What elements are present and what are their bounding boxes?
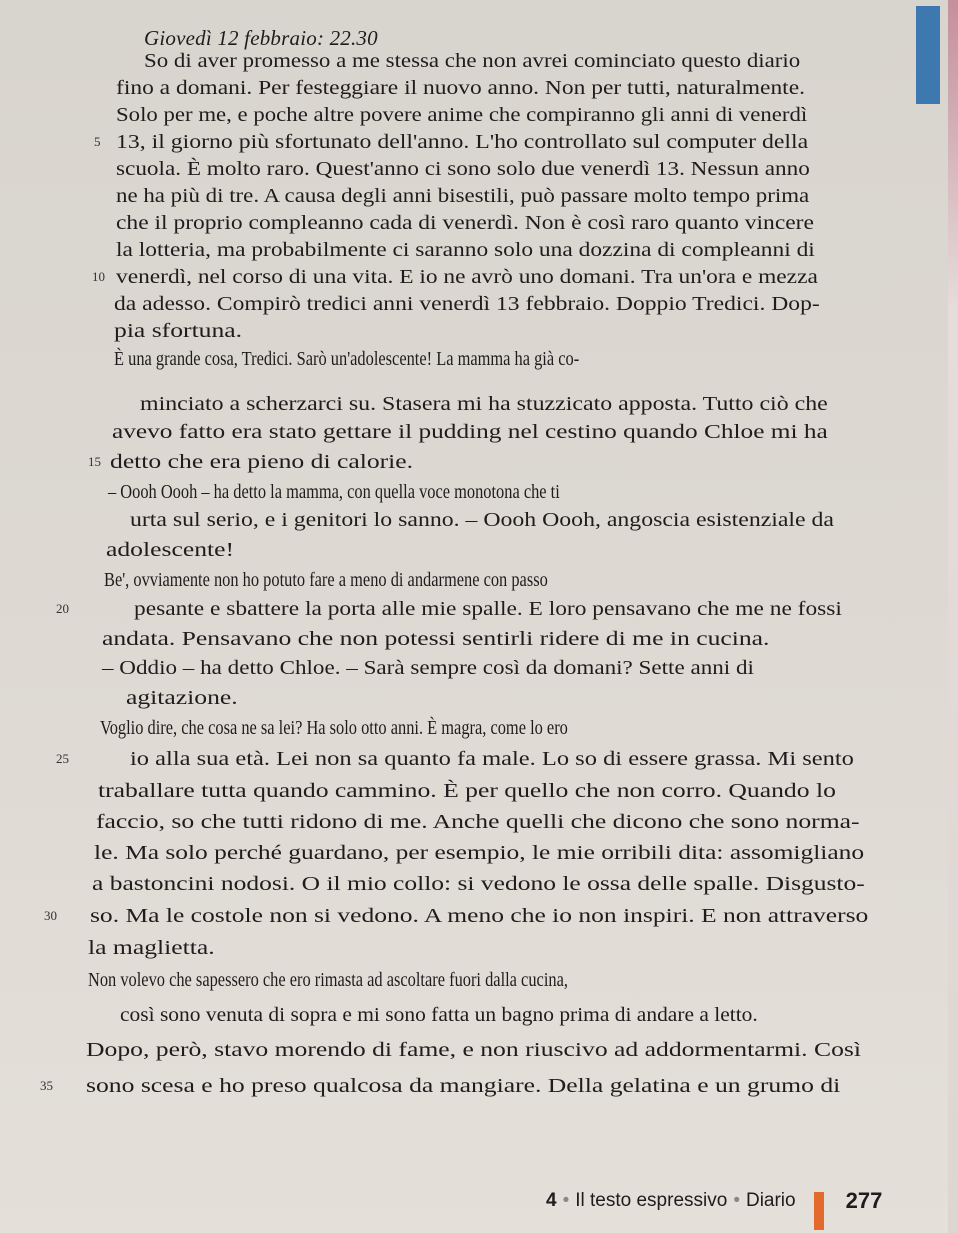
diary-date-heading: Giovedì 12 febbraio: 22.30 <box>144 26 378 50</box>
chapter-number: 4 <box>546 1190 557 1211</box>
text-line: urta sul serio, e i genitori lo sanno. – Oooh Oooh, angoscia esistenziale da <box>130 509 834 531</box>
text-line: So di aver promesso a me stessa che non avrei cominciato questo diario <box>144 50 801 72</box>
text-line: Voglio dire, che cosa ne sa lei? Ha solo otto anni. È magra, come lo ero <box>100 717 568 739</box>
text-line: scuola. È molto raro. Quest'anno ci sono solo due venerdì 13. Nessun anno <box>116 158 810 180</box>
text-line: faccio, so che tutti ridono di me. Anche quelli che dicono che sono norma- <box>96 811 860 833</box>
text-line: 13, il giorno più sfortunato dell'anno. L'ho controllato sul computer della <box>116 131 809 153</box>
text-line: da adesso. Compirò tredici anni venerdì 13 febbraio. Doppio Tredici. Dop- <box>114 293 820 315</box>
text-line: agitazione. <box>126 687 238 709</box>
text-line: adolescente! <box>106 539 235 561</box>
text-line: fino a domani. Per festeggiare il nuovo anno. Non per tutti, naturalmente. <box>116 77 806 99</box>
text-line: che il proprio compleanno cada di venerdì. Non è così raro quanto vincere <box>116 212 814 234</box>
footer-separator: • <box>562 1190 570 1211</box>
page-footer <box>546 1182 882 1220</box>
text-line: Solo per me, e poche altre povere anime che compiranno gli anni di venerdì <box>116 104 808 126</box>
text-line: la lotteria, ma probabilmente ci saranno solo una dozzina di compleanni di <box>116 239 815 261</box>
text-line: pesante e sbattere la porta alle mie spalle. E loro pensavano che me ne fossi <box>134 598 842 620</box>
text-line: Non volevo che sapessero che ero rimasta ad ascoltare fuori dalla cucina, <box>88 969 568 991</box>
text-line: andata. Pensavano che non potessi sentirli ridere di me in cucina. <box>102 628 770 650</box>
text-line: io alla sua età. Lei non sa quanto fa male. Lo so di essere grassa. Mi sento <box>130 748 854 770</box>
section-name: Diario <box>745 1190 796 1211</box>
text-line: le. Ma solo perché guardano, per esempio, le mie orribili dita: assomigliano <box>94 842 865 864</box>
text-line: so. Ma le costole non si vedono. A meno che io non inspiri. E non attraverso <box>90 905 869 927</box>
line-number: 30 <box>44 908 57 923</box>
line-number: 35 <box>40 1078 53 1093</box>
line-number: 15 <box>88 454 101 469</box>
blue-tab-marker <box>916 6 940 104</box>
text-line: la maglietta. <box>88 937 215 959</box>
text-line: minciato a scherzarci su. Stasera mi ha stuzzicato apposta. Tutto ciò che <box>140 393 828 415</box>
text-line: Dopo, però, stavo morendo di fame, e non riuscivo ad addormentarmi. Così <box>86 1039 861 1061</box>
line-number: 10 <box>92 269 105 284</box>
text-line: così sono venuta di sopra e mi sono fatta un bagno prima di andare a letto. <box>120 1004 758 1026</box>
text-line: ne ha più di tre. A causa degli anni bisestili, può passare molto tempo prima <box>116 185 810 207</box>
text-line: detto che era pieno di calorie. <box>110 451 414 473</box>
page-number: 277 <box>845 1188 883 1213</box>
text-line: sono scesa e ho preso qualcosa da mangiare. Della gelatina e un grumo di <box>86 1075 841 1097</box>
line-number: 25 <box>56 751 69 766</box>
footer-separator: • <box>733 1190 740 1211</box>
text-line: traballare tutta quando cammino. È per quello che non corro. Quando lo <box>98 780 836 802</box>
text-line: È una grande cosa, Tredici. Sarò un'adolescente! La mamma ha già co- <box>114 348 580 370</box>
page-edge <box>948 0 958 1233</box>
chapter-title: Il testo espressivo <box>575 1190 728 1211</box>
text-line: avevo fatto era stato gettare il pudding nel cestino quando Chloe mi ha <box>112 421 828 443</box>
text-line: Be', ovviamente non ho potuto fare a meno di andarmene con passo <box>104 569 548 591</box>
text-line: – Oooh Oooh – ha detto la mamma, con quella voce monotona che ti <box>108 481 560 503</box>
text-line: – Oddio – ha detto Chloe. – Sarà sempre così da domani? Sette anni di <box>102 657 754 679</box>
text-line: a bastoncini nodosi. O il mio collo: si vedono le ossa delle spalle. Disgusto- <box>92 873 865 895</box>
text-line: venerdì, nel corso di una vita. E io ne avrò uno domani. Tra un'ora e mezza <box>116 266 818 288</box>
text-line: pia sfortuna. <box>114 320 243 342</box>
line-number: 20 <box>56 601 69 616</box>
line-number: 5 <box>94 134 101 149</box>
orange-bar <box>814 1192 824 1230</box>
